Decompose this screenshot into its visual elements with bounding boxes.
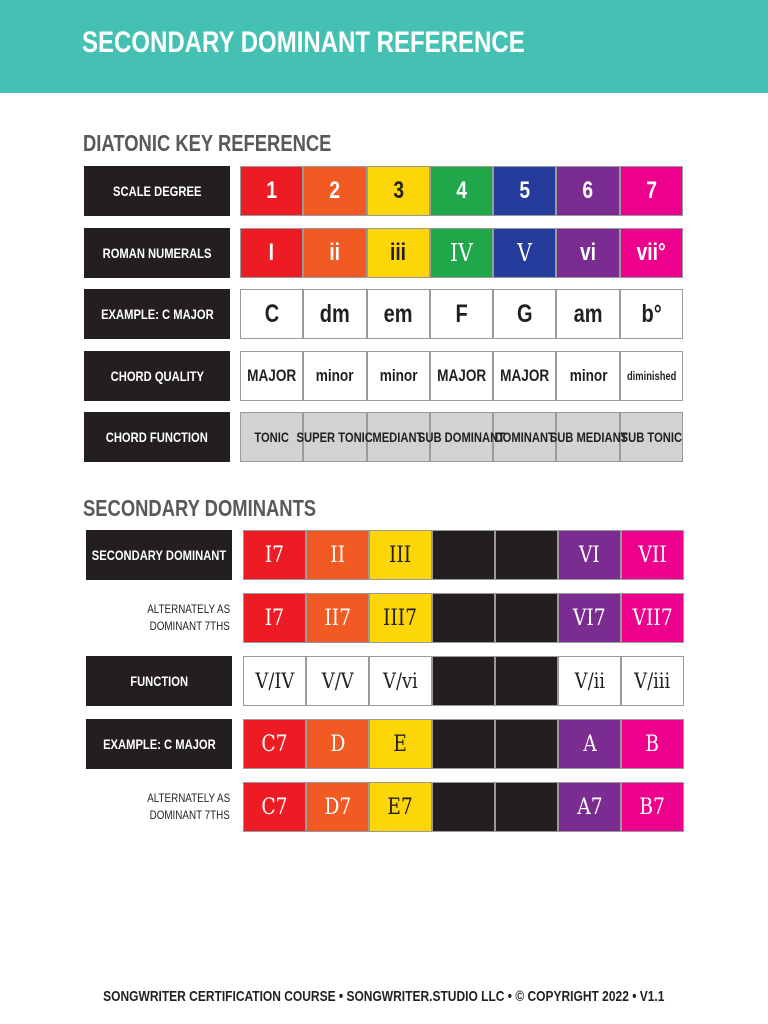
row-cells <box>243 719 684 769</box>
sd-chord-cell: E <box>369 719 432 769</box>
chord-cell: F <box>430 289 493 339</box>
sd-function-cell: V/vi <box>369 656 432 706</box>
quality-cell: MAJOR <box>430 351 493 401</box>
sd-chord-cell: D <box>306 719 369 769</box>
row-cells <box>240 351 683 401</box>
row-label-alt: ALTERNATELY AS DOMINANT 7THS <box>147 602 230 633</box>
scale-degree-cell: 5 <box>493 166 556 216</box>
sd-cell-empty <box>495 656 558 706</box>
sd-chord-cell: A7 <box>558 782 621 832</box>
function-cell: MEDIANT <box>367 412 430 462</box>
chord-cell: C <box>240 289 303 339</box>
scale-degree-cell: 2 <box>303 166 366 216</box>
quality-cell: MAJOR <box>493 351 556 401</box>
sd-cell-empty <box>432 656 495 706</box>
quality-cell: minor <box>303 351 366 401</box>
sd-chord-cell: B7 <box>621 782 684 832</box>
roman-numeral-cell: iii <box>367 228 430 278</box>
row-chord-quality <box>0 351 768 401</box>
sd-cell-empty <box>495 782 558 832</box>
roman-numeral-cell: ii <box>303 228 366 278</box>
roman-numeral-cell: vii° <box>620 228 683 278</box>
sd-cell-empty <box>432 782 495 832</box>
row-cells <box>243 593 684 643</box>
function-cell: SUB DOMINANT <box>430 412 493 462</box>
sd-cell-empty <box>495 530 558 580</box>
sd-chord-cell: C7 <box>243 782 306 832</box>
roman-numeral-cell: I <box>240 228 303 278</box>
header-bar <box>0 0 768 93</box>
row-function <box>0 656 768 706</box>
row-example-c-major-secondary <box>0 719 768 769</box>
sd-cell-empty <box>432 530 495 580</box>
sd-chord-cell: B <box>621 719 684 769</box>
scale-degree-cell: 3 <box>367 166 430 216</box>
quality-cell: minor <box>367 351 430 401</box>
chord-cell: em <box>367 289 430 339</box>
row-scale-degree <box>0 166 768 216</box>
function-cell: TONIC <box>240 412 303 462</box>
row-example-c-major <box>0 289 768 339</box>
roman-numeral-cell: V <box>493 228 556 278</box>
sd-cell: VI <box>558 530 621 580</box>
footer <box>0 988 768 1006</box>
chord-cell: dm <box>303 289 366 339</box>
function-cell: DOMINANT <box>493 412 556 462</box>
function-cell: SUB TONIC <box>620 412 683 462</box>
sd-chord-cell: E7 <box>369 782 432 832</box>
row-label: EXAMPLE: C MAJOR <box>86 719 232 769</box>
section-title-secondary: SECONDARY DOMINANTS <box>83 495 317 521</box>
sd-cell-empty <box>432 719 495 769</box>
sd-chord-cell: C7 <box>243 719 306 769</box>
sd-cell: III <box>369 530 432 580</box>
sd-cell-empty <box>495 593 558 643</box>
row-cells <box>243 530 684 580</box>
scale-degree-cell: 7 <box>620 166 683 216</box>
roman-numeral-cell: vi <box>556 228 619 278</box>
row-cells <box>240 166 683 216</box>
sd-function-cell: V/ii <box>558 656 621 706</box>
row-label-alt: ALTERNATELY AS DOMINANT 7THS <box>147 791 230 822</box>
sd-cell: I7 <box>243 530 306 580</box>
row-label: SCALE DEGREE <box>84 166 230 216</box>
roman-numeral-cell: IV <box>430 228 493 278</box>
row-label: CHORD FUNCTION <box>84 412 230 462</box>
sd-cell-empty <box>432 593 495 643</box>
quality-cell: diminished <box>620 351 683 401</box>
sd-chord-cell: D7 <box>306 782 369 832</box>
row-cells <box>240 228 683 278</box>
sd-cell: VII <box>621 530 684 580</box>
function-cell: SUPER TONIC <box>303 412 366 462</box>
chord-cell: am <box>556 289 619 339</box>
sd-cell: VII7 <box>621 593 684 643</box>
sd-function-cell: V/V <box>306 656 369 706</box>
sd-function-cell: V/iii <box>621 656 684 706</box>
chord-cell: b° <box>620 289 683 339</box>
quality-cell: minor <box>556 351 619 401</box>
row-cells <box>243 656 684 706</box>
row-alternately-dominant-7ths-chords <box>0 782 768 832</box>
sd-cell-empty <box>495 719 558 769</box>
row-label: EXAMPLE: C MAJOR <box>84 289 230 339</box>
row-alternately-dominant-7ths <box>0 593 768 643</box>
function-cell: SUB MEDIANT <box>556 412 619 462</box>
row-label: ROMAN NUMERALS <box>84 228 230 278</box>
footer-text: SONGWRITER CERTIFICATION COURSE • SONGWRITER.STUDIO LLC • © COPYRIGHT 2022 • V1.1 <box>103 988 665 1005</box>
sd-cell: II <box>306 530 369 580</box>
row-roman-numerals <box>0 228 768 278</box>
scale-degree-cell: 4 <box>430 166 493 216</box>
sd-chord-cell: A <box>558 719 621 769</box>
row-chord-function <box>0 412 768 462</box>
scale-degree-cell: 6 <box>556 166 619 216</box>
sd-cell: II7 <box>306 593 369 643</box>
row-label: FUNCTION <box>86 656 232 706</box>
sd-cell: VI7 <box>558 593 621 643</box>
quality-cell: MAJOR <box>240 351 303 401</box>
page-title: SECONDARY DOMINANT REFERENCE <box>82 26 525 59</box>
row-label: CHORD QUALITY <box>84 351 230 401</box>
sd-cell: III7 <box>369 593 432 643</box>
row-cells <box>240 289 683 339</box>
sd-cell: I7 <box>243 593 306 643</box>
row-secondary-dominant <box>0 530 768 580</box>
chord-cell: G <box>493 289 556 339</box>
scale-degree-cell: 1 <box>240 166 303 216</box>
row-label: SECONDARY DOMINANT <box>86 530 232 580</box>
row-cells <box>243 782 684 832</box>
sd-function-cell: V/IV <box>243 656 306 706</box>
section-title-diatonic: DIATONIC KEY REFERENCE <box>83 130 332 156</box>
row-cells <box>240 412 683 462</box>
